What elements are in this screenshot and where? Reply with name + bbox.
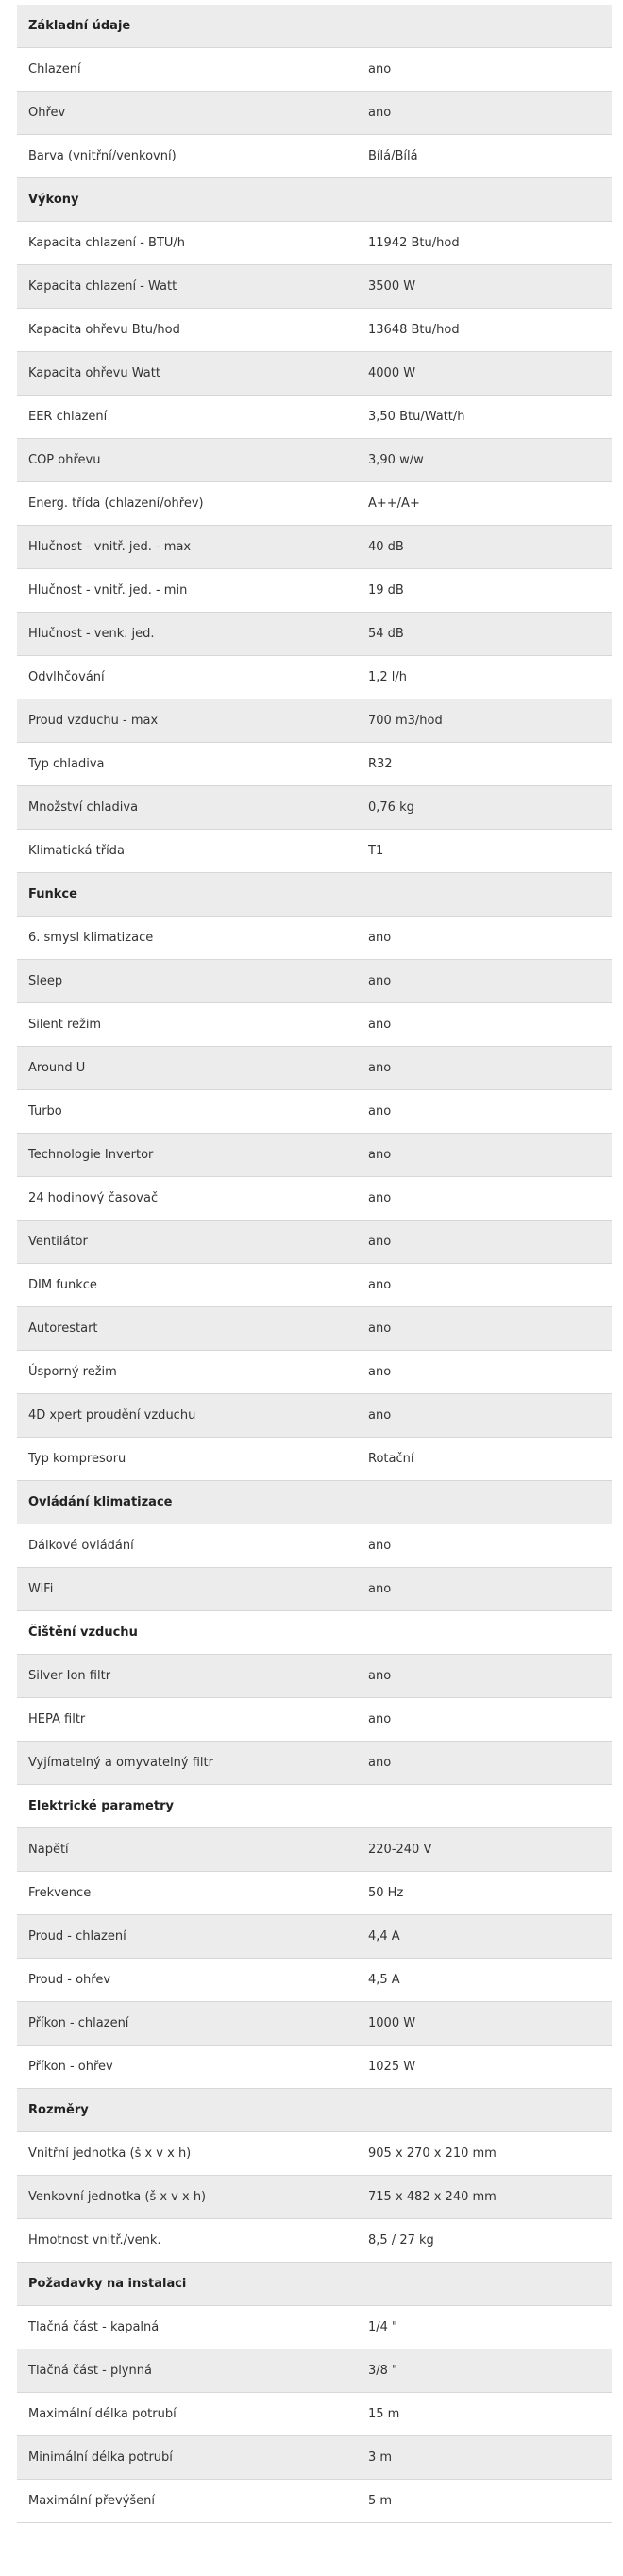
spec-value: 3,50 Btu/Watt/h [368, 410, 465, 424]
spec-label: Úsporný režim [28, 1365, 117, 1379]
spec-label: Dálkové ovládání [28, 1539, 134, 1553]
spec-row [17, 960, 612, 1003]
section-header [17, 1611, 612, 1655]
section-header [17, 2263, 612, 2306]
spec-value: ano [368, 1712, 392, 1726]
spec-label: Typ kompresoru [28, 1452, 126, 1466]
spec-row [17, 309, 612, 352]
spec-label: Silver Ion filtr [28, 1669, 111, 1683]
section-title: Výkony [28, 193, 79, 207]
spec-row [17, 352, 612, 396]
spec-label: Frekvence [28, 1886, 92, 1900]
section-title: Funkce [28, 887, 77, 901]
section-title: Elektrické parametry [28, 1799, 174, 1813]
spec-row [17, 2436, 612, 2480]
spec-value: Rotační [368, 1452, 414, 1466]
spec-row [17, 830, 612, 873]
spec-label: Klimatická třída [28, 844, 125, 858]
spec-row [17, 92, 612, 135]
spec-value: T1 [368, 844, 384, 858]
spec-value: 1000 W [368, 2016, 416, 2030]
spec-value: ano [368, 1235, 392, 1249]
spec-value: 3 m [368, 2450, 393, 2465]
spec-label: Proud vzduchu - max [28, 714, 159, 728]
spec-label: Hmotnost vnitř./venk. [28, 2233, 161, 2248]
section-header [17, 1785, 612, 1828]
spec-label: Kapacita ohřevu Btu/hod [28, 323, 180, 337]
spec-value: ano [368, 974, 392, 988]
spec-value: 3,90 w/w [368, 453, 424, 467]
spec-row [17, 917, 612, 960]
spec-row [17, 222, 612, 265]
section-title: Rozměry [28, 2103, 89, 2117]
spec-row [17, 1568, 612, 1611]
spec-label: Příkon - ohřev [28, 2060, 113, 2074]
spec-row [17, 1221, 612, 1264]
section-title: Základní údaje [28, 19, 131, 33]
spec-label: Sleep [28, 974, 63, 988]
spec-row [17, 1264, 612, 1307]
spec-row [17, 1698, 612, 1742]
spec-label: Turbo [28, 1104, 62, 1119]
spec-value: 4,4 A [368, 1929, 400, 1944]
spec-value: ano [368, 1061, 392, 1075]
spec-label: Venkovní jednotka (š x v x h) [28, 2190, 207, 2204]
spec-row [17, 699, 612, 743]
spec-value: Bílá/Bílá [368, 149, 418, 163]
spec-row [17, 482, 612, 526]
spec-value: ano [368, 1191, 392, 1205]
spec-value: 19 dB [368, 583, 404, 598]
spec-label: Odvlhčování [28, 670, 105, 684]
spec-label: Chlazení [28, 62, 81, 76]
spec-value: ano [368, 106, 392, 120]
spec-row [17, 569, 612, 613]
spec-label: Vyjímatelný a omyvatelný filtr [28, 1756, 213, 1770]
spec-label: Hlučnost - vnitř. jed. - max [28, 540, 192, 554]
spec-value: ano [368, 1018, 392, 1032]
spec-row [17, 2176, 612, 2219]
spec-row [17, 526, 612, 569]
section-title: Ovládání klimatizace [28, 1495, 173, 1509]
spec-value: ano [368, 1278, 392, 1292]
spec-row [17, 1394, 612, 1438]
spec-value: 1025 W [368, 2060, 416, 2074]
spec-label: Množství chladiva [28, 800, 139, 815]
spec-label: Proud - ohřev [28, 1973, 111, 1987]
spec-label: Maximální převýšení [28, 2494, 156, 2508]
spec-value: ano [368, 1408, 392, 1423]
spec-value: ano [368, 1148, 392, 1162]
spec-label: Barva (vnitřní/venkovní) [28, 149, 177, 163]
spec-value: 5 m [368, 2494, 393, 2508]
spec-row [17, 1872, 612, 1915]
spec-value: 3/8 " [368, 2364, 398, 2378]
spec-row [17, 1438, 612, 1481]
spec-row [17, 2132, 612, 2176]
spec-row [17, 2002, 612, 2046]
spec-row [17, 743, 612, 786]
spec-value: ano [368, 1756, 392, 1770]
section-header [17, 5, 612, 48]
spec-table [17, 5, 612, 2523]
spec-value: 4000 W [368, 366, 416, 380]
spec-value: ano [368, 931, 392, 945]
spec-label: Technologie Invertor [28, 1148, 154, 1162]
spec-label: Tlačná část - kapalná [28, 2320, 160, 2334]
section-title: Čištění vzduchu [28, 1625, 138, 1640]
spec-value: ano [368, 1539, 392, 1553]
spec-row [17, 439, 612, 482]
spec-label: Ohřev [28, 106, 66, 120]
spec-row [17, 1351, 612, 1394]
spec-value: 8,5 / 27 kg [368, 2233, 434, 2248]
spec-row [17, 1524, 612, 1568]
spec-label: Vnitřní jednotka (š x v x h) [28, 2147, 192, 2161]
spec-row [17, 1177, 612, 1221]
spec-label: Příkon - chlazení [28, 2016, 129, 2030]
spec-row [17, 1828, 612, 1872]
spec-value: R32 [368, 757, 393, 771]
spec-value: 1,2 l/h [368, 670, 408, 684]
spec-value: 700 m3/hod [368, 714, 443, 728]
spec-label: Kapacita ohřevu Watt [28, 366, 160, 380]
spec-label: Minimální délka potrubí [28, 2450, 173, 2465]
spec-row [17, 786, 612, 830]
spec-row [17, 1047, 612, 1090]
section-header [17, 2089, 612, 2132]
spec-label: COP ohřevu [28, 453, 101, 467]
section-header [17, 873, 612, 917]
spec-value: 0,76 kg [368, 800, 414, 815]
spec-value: 11942 Btu/hod [368, 236, 460, 250]
spec-label: Kapacita chlazení - Watt [28, 279, 177, 294]
section-header [17, 1481, 612, 1524]
spec-row [17, 2306, 612, 2349]
spec-value: 40 dB [368, 540, 404, 554]
section-title: Požadavky na instalaci [28, 2277, 187, 2291]
spec-row [17, 1959, 612, 2002]
spec-row [17, 1134, 612, 1177]
spec-row [17, 1307, 612, 1351]
spec-label: Kapacita chlazení - BTU/h [28, 236, 186, 250]
spec-row [17, 656, 612, 699]
spec-value: A++/A+ [368, 497, 420, 511]
spec-row [17, 1003, 612, 1047]
spec-value: 50 Hz [368, 1886, 404, 1900]
spec-row [17, 1742, 612, 1785]
spec-label: 24 hodinový časovač [28, 1191, 159, 1205]
spec-label: Typ chladiva [28, 757, 105, 771]
spec-row [17, 2349, 612, 2393]
spec-label: 6. smysl klimatizace [28, 931, 154, 945]
spec-row [17, 613, 612, 656]
spec-row [17, 48, 612, 92]
spec-label: Silent režim [28, 1018, 102, 1032]
spec-label: WiFi [28, 1582, 54, 1596]
spec-label: Tlačná část - plynná [28, 2364, 152, 2378]
spec-value: ano [368, 1669, 392, 1683]
spec-row [17, 2219, 612, 2263]
spec-row [17, 2480, 612, 2523]
spec-label: Energ. třída (chlazení/ohřev) [28, 497, 204, 511]
spec-value: 3500 W [368, 279, 416, 294]
spec-label: Napětí [28, 1843, 69, 1857]
spec-value: ano [368, 1104, 392, 1119]
spec-label: Around U [28, 1061, 86, 1075]
spec-label: Ventilátor [28, 1235, 88, 1249]
spec-value: 220-240 V [368, 1843, 432, 1857]
spec-row [17, 1915, 612, 1959]
spec-label: HEPA filtr [28, 1712, 86, 1726]
spec-label: EER chlazení [28, 410, 108, 424]
spec-value: 905 x 270 x 210 mm [368, 2147, 497, 2161]
spec-value: 15 m [368, 2407, 400, 2421]
spec-row [17, 265, 612, 309]
spec-label: Hlučnost - venk. jed. [28, 627, 155, 641]
spec-value: ano [368, 62, 392, 76]
spec-row [17, 135, 612, 178]
spec-row [17, 2046, 612, 2089]
section-header [17, 178, 612, 222]
spec-row [17, 1090, 612, 1134]
spec-row [17, 2393, 612, 2436]
spec-row [17, 1655, 612, 1698]
spec-value: 4,5 A [368, 1973, 400, 1987]
spec-value: 1/4 " [368, 2320, 398, 2334]
spec-value: 13648 Btu/hod [368, 323, 460, 337]
spec-label: Proud - chlazení [28, 1929, 126, 1944]
spec-label: DIM funkce [28, 1278, 97, 1292]
spec-label: Maximální délka potrubí [28, 2407, 177, 2421]
spec-value: ano [368, 1322, 392, 1336]
spec-value: ano [368, 1582, 392, 1596]
spec-value: 54 dB [368, 627, 404, 641]
spec-label: Autorestart [28, 1322, 98, 1336]
spec-label: 4D xpert proudění vzduchu [28, 1408, 196, 1423]
spec-row [17, 396, 612, 439]
spec-value: ano [368, 1365, 392, 1379]
spec-value: 715 x 482 x 240 mm [368, 2190, 497, 2204]
spec-label: Hlučnost - vnitř. jed. - min [28, 583, 188, 598]
